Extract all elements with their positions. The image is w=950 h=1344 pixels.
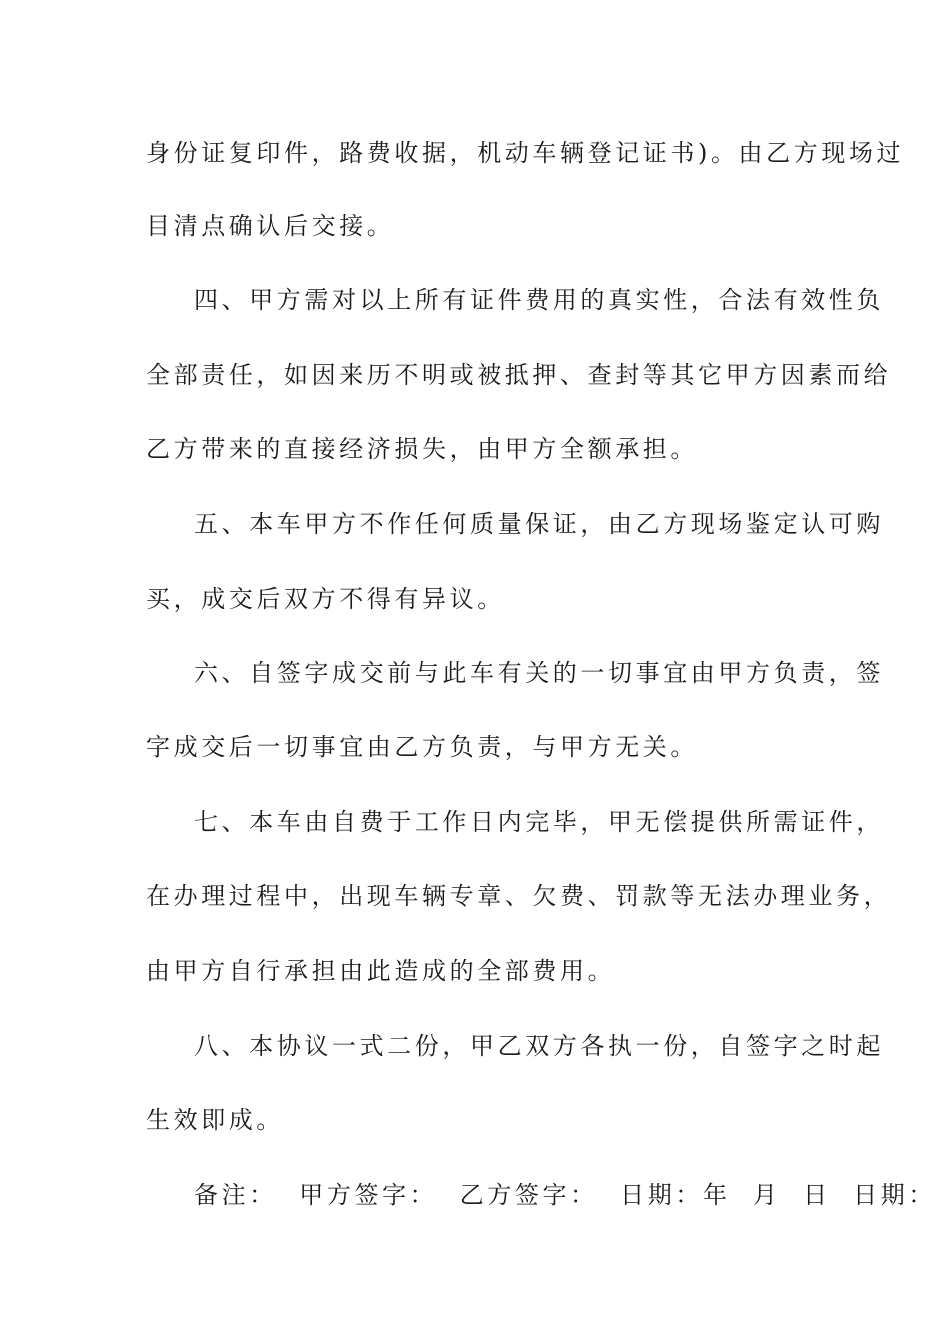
text-line: 身份证复印件，路费收据，机动车辆登记证书)。由乙方现场过 [146,139,905,167]
text-line: 买，成交后双方不得有异议。 [146,585,505,613]
text-line: 在办理过程中，出现车辆专章、欠费、罚款等无法办理业务， [146,882,892,910]
clause-seven-start: 七、本车由自费于工作日内完毕，甲无偿提供所需证件， [194,808,884,836]
text-line: 乙方带来的直接经济损失，由甲方全额承担。 [146,435,698,463]
text-line: 字成交后一切事宜由乙方负责，与甲方无关。 [146,733,698,761]
signature-remarks-line: 备注： 甲方签字： 乙方签字： 日期：年 月 日 日期： [194,1181,936,1209]
text-line: 生效即成。 [146,1106,284,1134]
clause-five-start: 五、本车甲方不作任何质量保证，由乙方现场鉴定认可购 [194,510,884,538]
text-line: 全部责任，如因来历不明或被抵押、查封等其它甲方因素而给 [146,361,892,389]
clause-eight-start: 八、本协议一式二份，甲乙双方各执一份，自签字之时起 [194,1032,884,1060]
text-line: 由甲方自行承担由此造成的全部费用。 [146,957,616,985]
text-line: 目清点确认后交接。 [146,212,395,240]
clause-six-start: 六、自签字成交前与此车有关的一切事宜由甲方负责，签 [194,659,884,687]
clause-four-start: 四、甲方需对以上所有证件费用的真实性，合法有效性负 [194,286,884,314]
